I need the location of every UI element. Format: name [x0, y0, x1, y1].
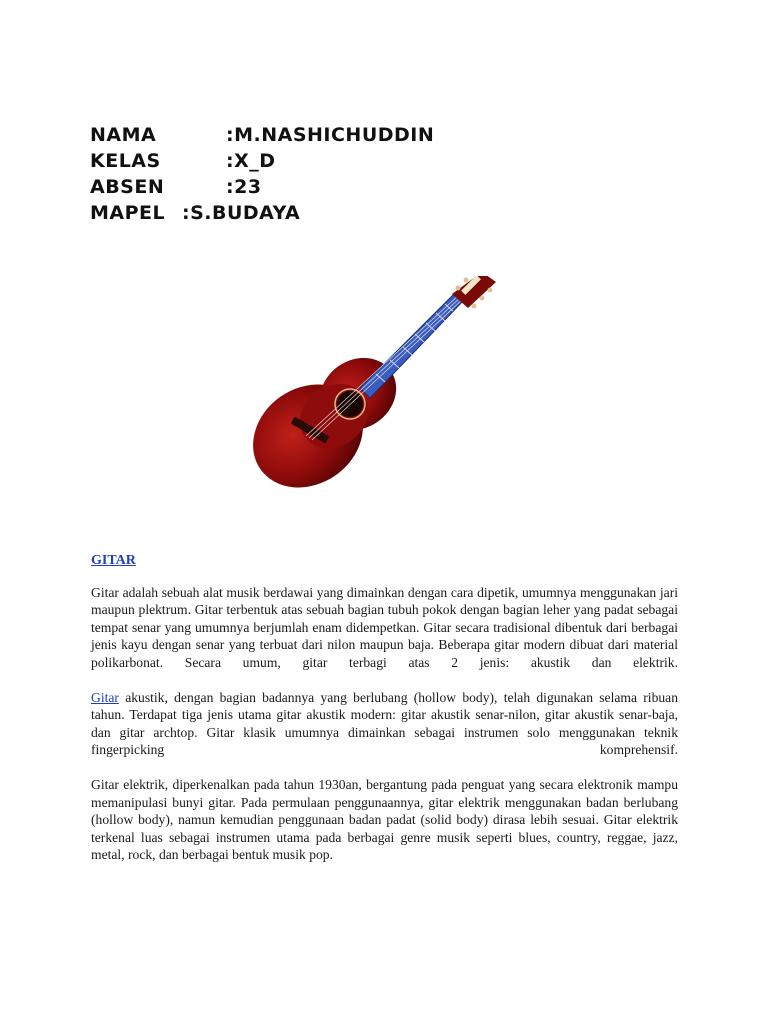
attendance-label: ABSEN — [90, 176, 165, 198]
article — [91, 552, 678, 881]
guitar-image — [246, 276, 506, 492]
class-label: KELAS — [90, 150, 161, 172]
subject-value: :S.BUDAYA — [182, 202, 301, 224]
paragraph-3: Gitar elektrik, diperkenalkan pada tahun 1930an, bergantung pada penguat yang secara elektronik mampu memanipulasi bunyi gitar. Pada permulaan penggunaannya, gitar elektrik menggunakan badan berlubang (hollow body), namun kemudian penggunaan badan padat (solid body) dirasa lebih sesuai. Gitar elektrik terkenal luas sebagai instrumen utama pada berbagai genre musik seperti blues, country, reggae, jazz, metal, rock, dan berbagai bentuk musik pop. — [91, 776, 678, 863]
gitar-link[interactable]: Gitar — [91, 689, 119, 705]
name-value: :M.NASHICHUDDIN — [226, 124, 435, 146]
paragraph-2-text: akustik, dengan bagian badannya yang berlubang (hollow body), telah digunakan selama ribuan tahun. Terdapat tiga jenis utama gitar akustik modern: gitar akustik senar-nilon, gitar akustik senar-baja, dan gitar archtop. Gitar klasik umumnya dimainkan sebagai instrumen solo menggunakan teknik fingerpicking komprehensif. — [91, 689, 678, 758]
class-value: :X_D — [226, 150, 276, 172]
article-title[interactable]: GITAR — [91, 553, 136, 568]
name-label: NAMA — [90, 124, 157, 146]
attendance-value: :23 — [226, 176, 262, 198]
paragraph-1: Gitar adalah sebuah alat musik berdawai yang dimainkan dengan cara dipetik, umumnya menggunakan jari maupun plektrum. Gitar terbentuk atas sebuah bagian tubuh pokok dengan bagian leher yang padat sebagai tempat senar yang umumnya berjumlah enam didempetkan. Gitar secara tradisional dibentuk dari berbagai jenis kayu dengan senar yang terbuat dari nilon maupun baja. Beberapa gitar modern dibuat dari material polikarbonat. Secara umum, gitar terbagi atas 2 jenis: akustik dan elektrik. — [91, 584, 678, 670]
subject-label: MAPEL — [90, 202, 166, 224]
paragraph-2 — [91, 689, 678, 759]
